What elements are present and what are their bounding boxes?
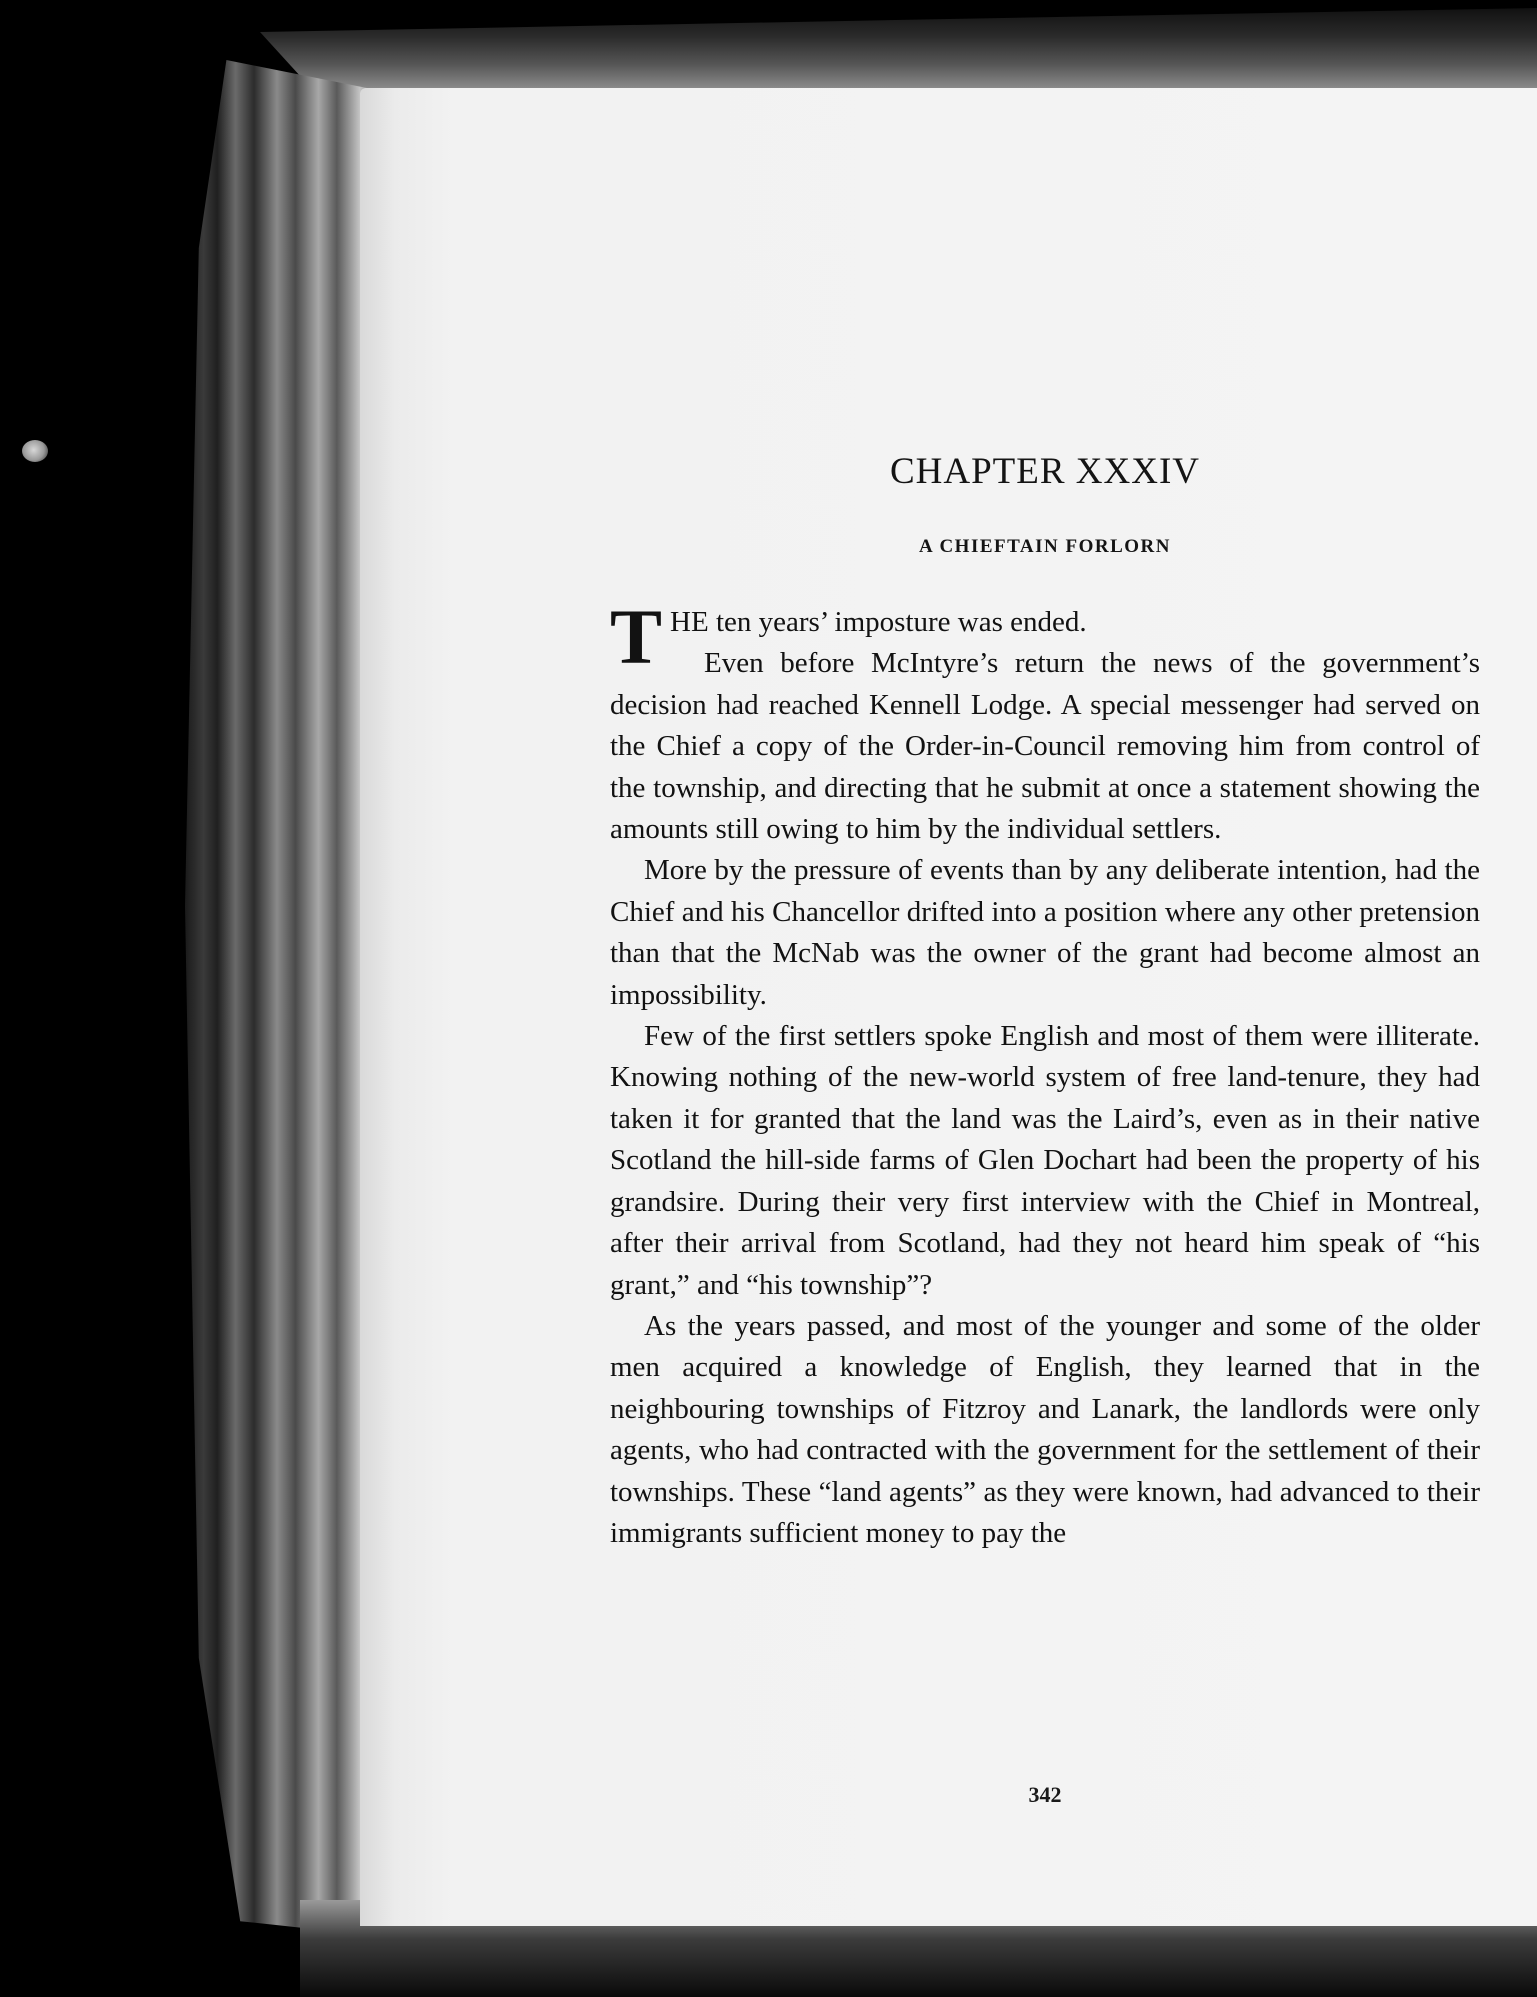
paragraph-1: HE ten years’ imposture was ended. — [670, 606, 1087, 638]
page-number: 342 — [1028, 1782, 1062, 1807]
paragraph-5: As the years passed, and most of the younger and some of the older men acquired a knowledge of English, they learned that in the neighbouring townships of Fitzroy and Lanark, the landlords were only agents, who had contracted with the government for the settlement of their townships. These “land agents” as they were known, had advanced to their immigrants sufficient money to pay the — [610, 1309, 1480, 1549]
chapter-title: CHAPTER XXXIV — [889, 451, 1201, 492]
book-page — [360, 88, 1537, 1926]
paragraph-opening — [610, 593, 1480, 680]
paragraph-3: More by the pressure of events than by any deliberate intention, had the Chief and his Chancellor drifted into a position where any other pretension than that the McNab was the owner of the grant had become almost an impossibility. — [610, 854, 1480, 1011]
book-top-edge — [260, 8, 1537, 88]
body-text — [610, 593, 1480, 1554]
background-speck — [22, 440, 48, 462]
chapter-subtitle: A CHIEFTAIN FORLORN — [919, 536, 1171, 557]
paragraph-2: Even before McIntyre’s return the news of the government’s decision had reached Kennell Lodge. A special messenger had served on the Chief a copy of the Order-in-Council removing him from control of the township, and directing that he submit at once a statement showing the amounts still owing to him by the individual settlers. — [610, 647, 1480, 846]
paragraph-4: Few of the first settlers spoke English and most of them were illiterate. Knowing nothing of the new-world system of free land-tenure, they had taken it for granted that the land was the Laird’s, even as in their native Scotland the hill-side farms of Glen Dochart had been the property of his grandsire. During their very first interview with the Chief in Montreal, after their arrival from Scotland, had they not heard him speak of “his grant,” and “his township”? — [610, 1020, 1480, 1301]
drop-cap: T — [610, 593, 663, 680]
